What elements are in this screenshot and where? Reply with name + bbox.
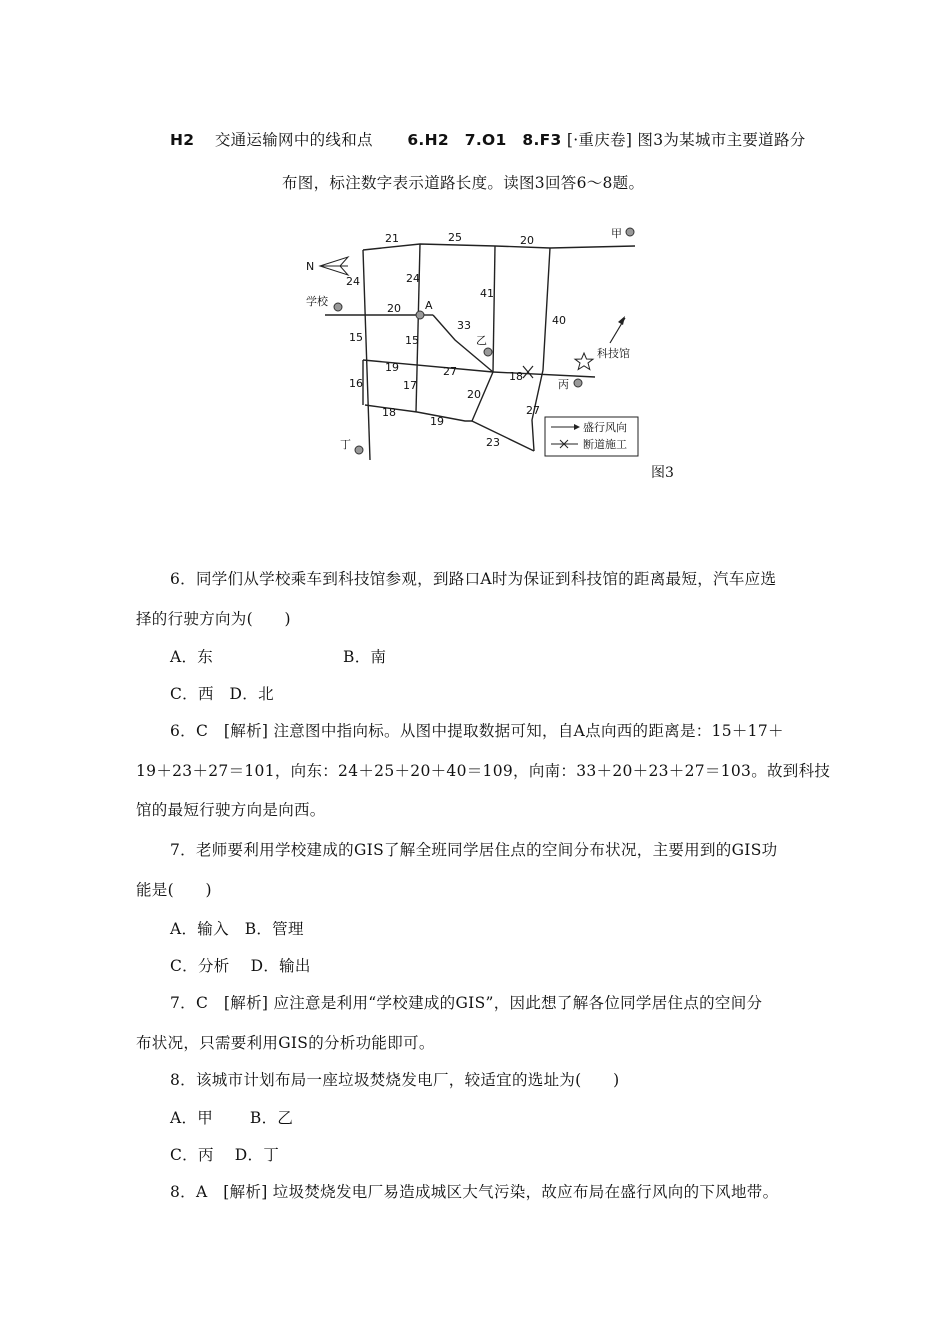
jia-label: 甲 bbox=[611, 227, 622, 240]
section-header bbox=[170, 128, 806, 150]
question-source: [·重庆卷] bbox=[566, 131, 633, 149]
q7-option-ab: A．输入 B．管理 bbox=[170, 920, 304, 938]
section-topic: 交通运输网中的线和点 bbox=[214, 131, 373, 149]
point-a-label: A bbox=[425, 299, 433, 312]
length-label: 25 bbox=[448, 231, 462, 244]
q6-answer-2: 19＋23＋27＝101，向东：24＋25＋20＋40＝109，向南：33＋20＋23＋27＝103。故到科技 bbox=[136, 762, 831, 780]
q7-stem-2: 能是( ) bbox=[136, 881, 212, 899]
length-label: 15 bbox=[349, 331, 363, 344]
length-label: 40 bbox=[552, 314, 566, 327]
q6-option-b: B．南 bbox=[343, 648, 387, 666]
intro-text-2: 布图，标注数字表示道路长度。读图3回答6～8题。 bbox=[282, 174, 645, 192]
ding-label: 丁 bbox=[340, 438, 351, 451]
length-label: 20 bbox=[520, 234, 534, 247]
school-label: 学校 bbox=[306, 295, 328, 308]
q6-stem-2: 择的行驶方向为( ) bbox=[136, 610, 291, 628]
q7-answer-1: 7．C [解析] 应注意是利用“学校建成的GIS”，因此想了解各位同学居住点的空间分 bbox=[170, 994, 763, 1012]
legend-wind-label: 盛行风向 bbox=[583, 421, 627, 434]
q6-option-cd: C．西 D．北 bbox=[170, 685, 274, 703]
road-map-figure bbox=[300, 215, 650, 465]
ding-marker bbox=[355, 446, 363, 454]
length-label: 27 bbox=[443, 365, 457, 378]
q7-answer-2: 布状况，只需要利用GIS的分析功能即可。 bbox=[136, 1034, 435, 1052]
road-block-icon bbox=[523, 366, 533, 378]
section-code: H2 bbox=[170, 131, 195, 149]
length-label: 19 bbox=[385, 361, 399, 374]
jia-marker bbox=[626, 228, 634, 236]
length-label: 20 bbox=[467, 388, 481, 401]
length-label: 21 bbox=[385, 232, 399, 245]
length-label: 41 bbox=[480, 287, 494, 300]
length-label: 24 bbox=[406, 272, 420, 285]
q8-option-cd: C．丙 D．丁 bbox=[170, 1146, 280, 1164]
question-refs: 6.H2 7.O1 8.F3 bbox=[407, 131, 562, 149]
length-label: 27 bbox=[526, 404, 540, 417]
q7-stem-1: 7．老师要利用学校建成的GIS了解全班同学居住点的空间分布状况，主要用到的GIS功 bbox=[170, 841, 778, 859]
north-arrow bbox=[306, 257, 348, 275]
length-label: 23 bbox=[486, 436, 500, 449]
q8-answer-1: 8．A [解析] 垃圾焚烧发电厂易造成城区大气污染，故应布局在盛行风向的下风地带。 bbox=[170, 1183, 779, 1201]
q6-answer-1: 6．C [解析] 注意图中指向标。从图中提取数据可知，自A点向西的距离是：15＋17＋ bbox=[170, 722, 784, 740]
museum-label: 科技馆 bbox=[597, 347, 630, 360]
q6-option-a: A．东 bbox=[170, 648, 214, 666]
legend-block-label: 断道施工 bbox=[583, 438, 627, 451]
q7-option-cd: C．分析 D．输出 bbox=[170, 957, 311, 975]
length-label: 18 bbox=[509, 370, 523, 383]
length-label: 20 bbox=[387, 302, 401, 315]
wind-arrow-icon bbox=[610, 316, 625, 343]
bing-label: 丙 bbox=[558, 378, 569, 391]
museum-star-icon bbox=[575, 353, 593, 370]
q6-answer-3: 馆的最短行驶方向是向西。 bbox=[136, 801, 326, 819]
q8-option-ab: A．甲 B．乙 bbox=[170, 1109, 294, 1127]
yi-marker bbox=[484, 348, 492, 356]
point-a-marker bbox=[416, 311, 424, 319]
school-marker bbox=[334, 303, 342, 311]
length-label: 24 bbox=[346, 275, 360, 288]
length-label: 16 bbox=[349, 377, 363, 390]
length-label: 17 bbox=[403, 379, 417, 392]
q8-stem-1: 8．该城市计划布局一座垃圾焚烧发电厂，较适宜的选址为( ) bbox=[170, 1071, 620, 1089]
map-legend bbox=[545, 417, 638, 456]
length-label: 33 bbox=[457, 319, 471, 332]
bing-marker bbox=[574, 379, 582, 387]
length-label: 19 bbox=[430, 415, 444, 428]
intro-text-1: 图3为某城市主要道路分 bbox=[637, 131, 806, 149]
length-label: 18 bbox=[382, 406, 396, 419]
yi-label: 乙 bbox=[476, 334, 487, 347]
q6-stem-1: 6．同学们从学校乘车到科技馆参观，到路口A时为保证到科技馆的距离最短，汽车应选 bbox=[170, 570, 777, 588]
figure-caption: 图3 bbox=[651, 465, 674, 481]
north-label: N bbox=[306, 260, 315, 273]
length-label: 15 bbox=[405, 334, 419, 347]
